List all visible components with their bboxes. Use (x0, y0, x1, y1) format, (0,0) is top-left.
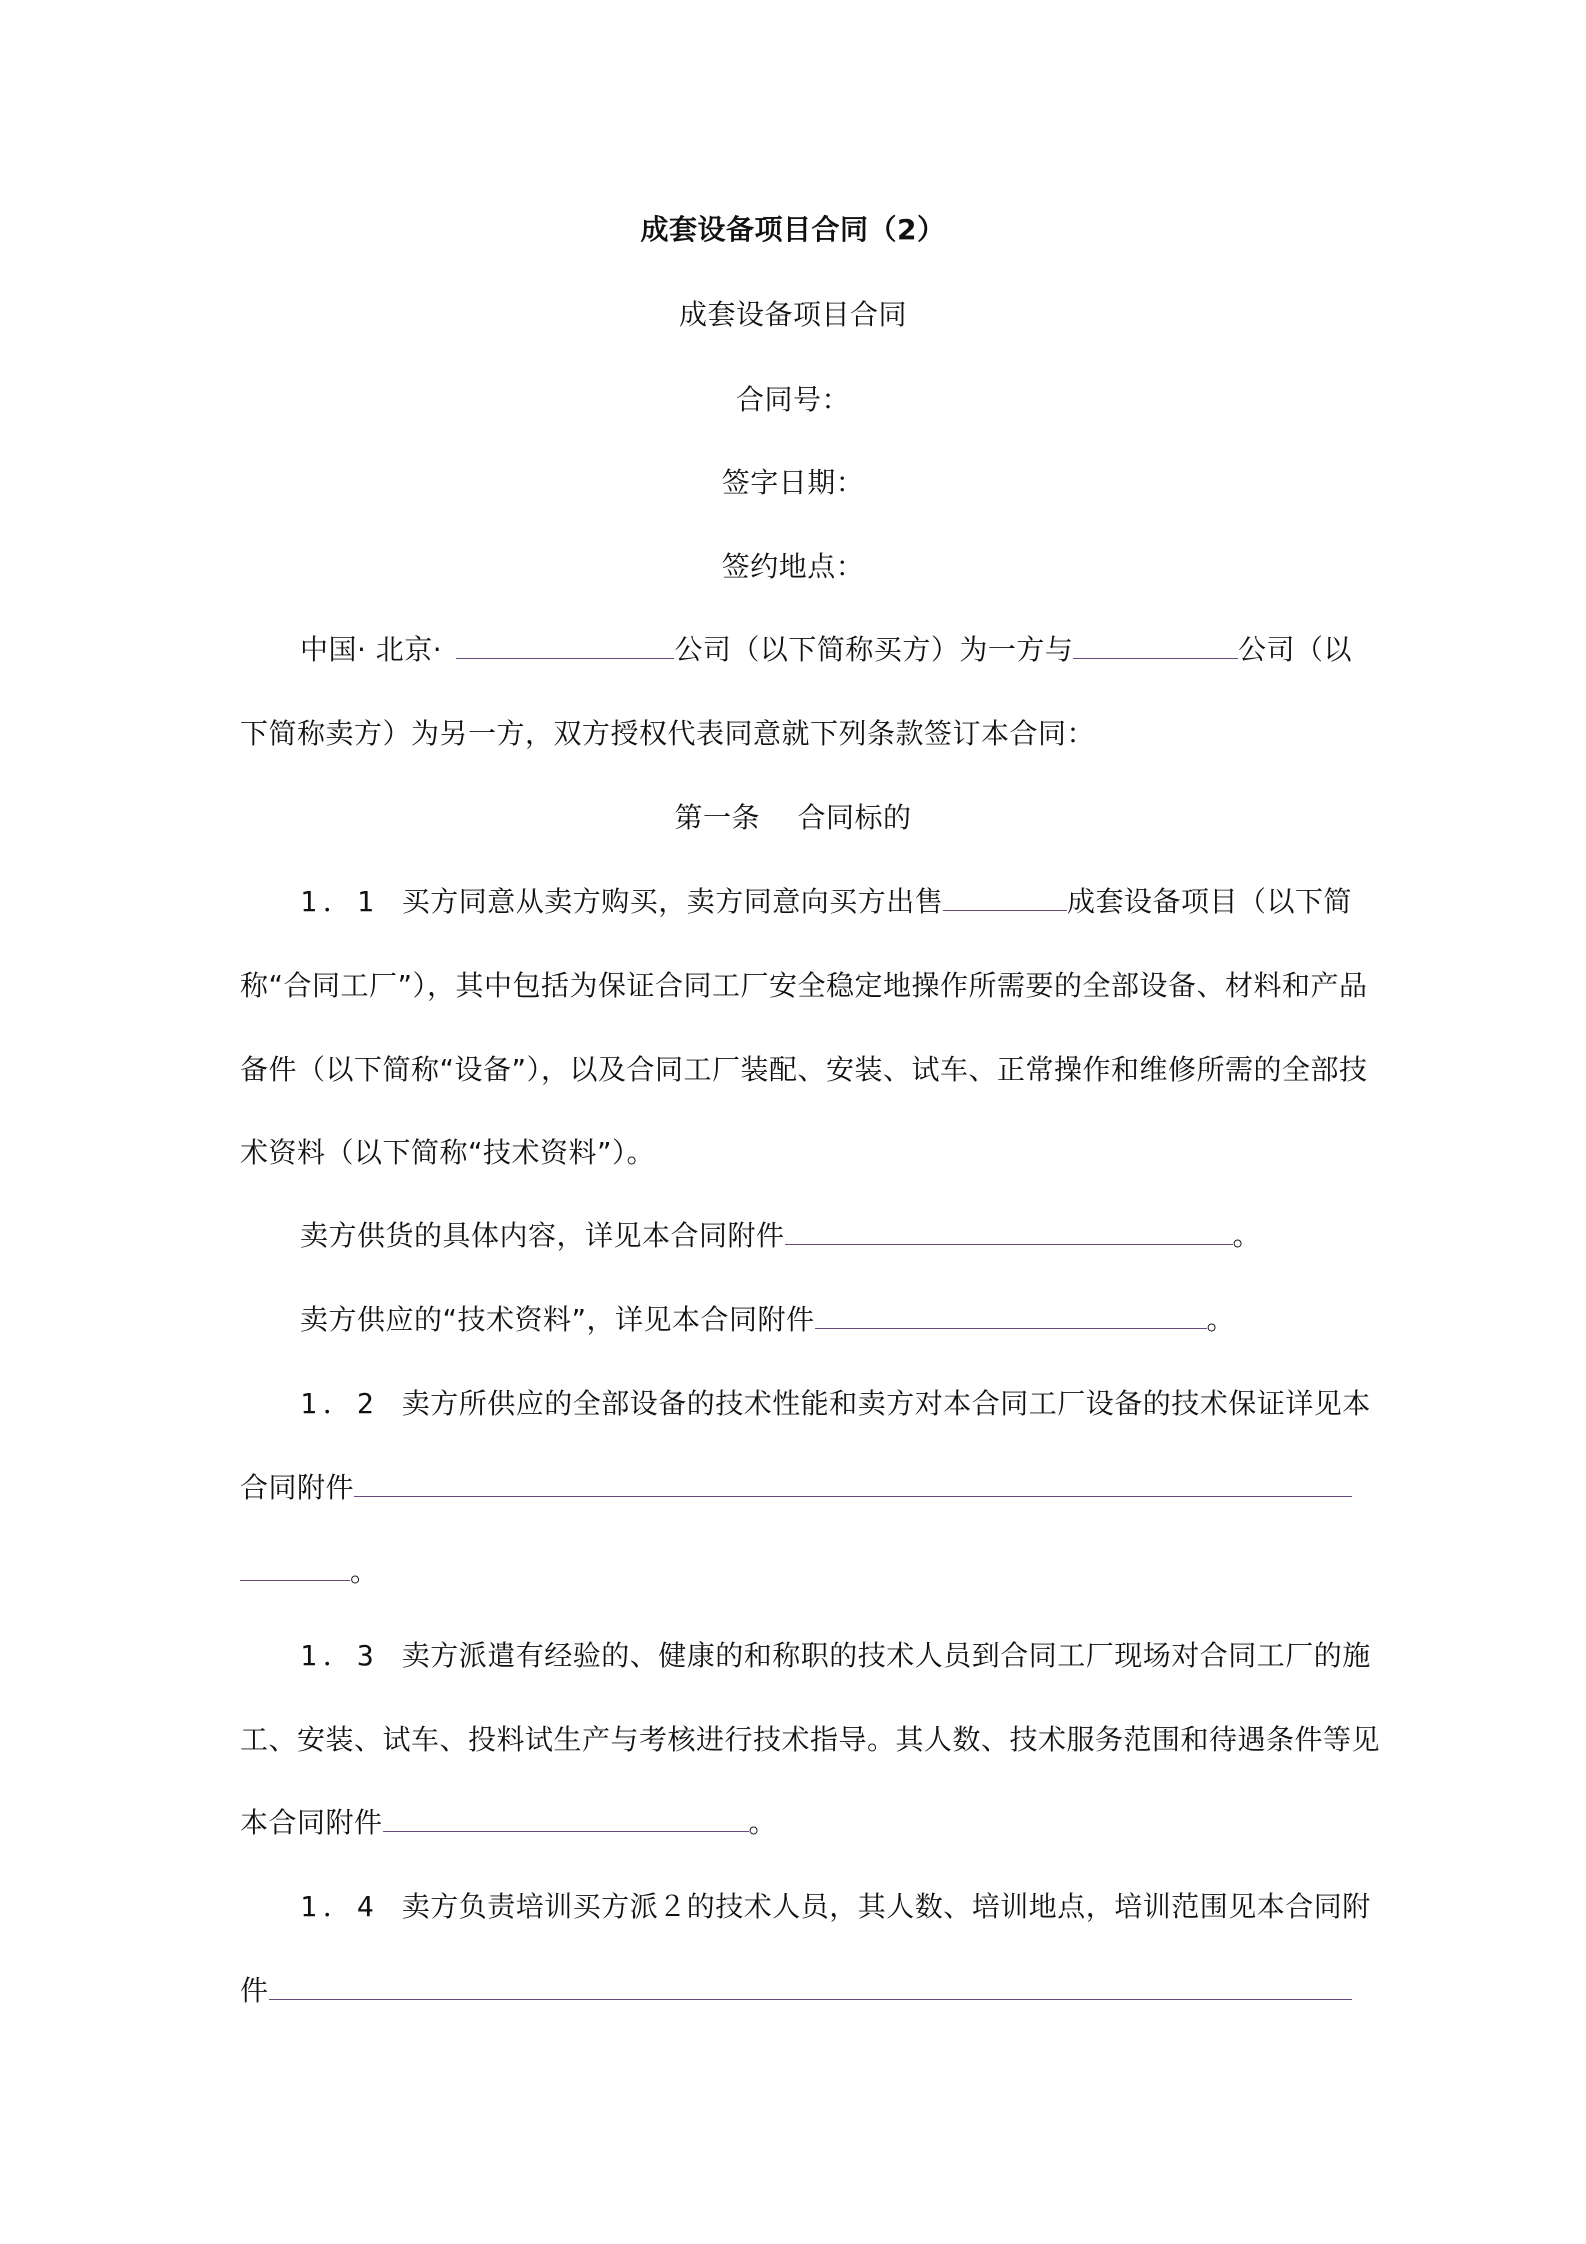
clause-1-4-line-2 (240, 1971, 1352, 2011)
clause-1-1-line-1 (300, 882, 1352, 922)
clause-1-3-number: 1．3 (300, 1639, 380, 1672)
buyer-name-blank (456, 630, 674, 659)
supply-tech-text: 卖方供应的“技术资料”，详见本合同附件 (300, 1303, 815, 1336)
clause-1-3-text-a: 卖方派遣有经验的、健康的和称职的技术人员到合同工厂现场对合同工厂的施 (401, 1639, 1371, 1672)
clause-1-2-line-1 (300, 1384, 1371, 1424)
clause-1-4-text-a: 卖方负责培训买方派２的技术人员，其人数、培训地点，培训范围见本合同附 (401, 1890, 1371, 1923)
clause-1-2-blank-a (354, 1468, 1352, 1497)
clause-1-2-blank-b (240, 1552, 350, 1581)
intro-buyer-text: 公司（以下简称买方）为一方与 (674, 633, 1074, 666)
clause-1-3-period: 。 (748, 1806, 778, 1839)
intro-location: 中国· 北京· (300, 633, 443, 666)
document-title: 成套设备项目合同（2） (640, 213, 946, 246)
clause-1-3-line-1 (300, 1636, 1371, 1676)
supply-tech-period: 。 (1206, 1303, 1236, 1336)
clause-1-1-text-b: 成套设备项目（以下简 (1066, 885, 1352, 918)
clause-1-4-line-1 (300, 1887, 1371, 1927)
clause-1-3-line-2: 工、安装、试车、投料试生产与考核进行技术指导。其人数、技术服务范围和待遇条件等见 (240, 1723, 1381, 1756)
contract-number-label: 合同号： (735, 383, 850, 416)
clause-1-1-text-a: 买方同意从卖方购买，卖方同意向买方出售 (401, 885, 944, 918)
project-name-blank (943, 882, 1067, 911)
supply-content-line (300, 1216, 1261, 1256)
article-1-title: 第一条 合同标的 (674, 801, 912, 834)
intro-line-1 (300, 630, 1352, 670)
sign-date-label: 签字日期： (721, 466, 865, 499)
clause-1-1-line-4: 术资料（以下简称“技术资料”）。 (240, 1136, 656, 1169)
clause-1-4-number: 1．4 (300, 1890, 380, 1923)
clause-1-1-line-2: 称“合同工厂”），其中包括为保证合同工厂安全稳定地操作所需要的全部设备、材料和产品 (240, 969, 1368, 1002)
clause-1-1-line-3: 备件（以下简称“设备”），以及合同工厂装配、安装、试车、正常操作和维修所需的全部技 (240, 1053, 1368, 1086)
supply-tech-blank (815, 1300, 1207, 1329)
clause-1-4-blank (269, 1971, 1352, 2000)
clause-1-2-text-b: 合同附件 (240, 1471, 355, 1504)
clause-1-3-blank (383, 1803, 749, 1832)
intro-line-2: 下简称卖方）为另一方，双方授权代表同意就下列条款签订本合同： (240, 717, 1096, 750)
clause-1-2-line-3 (240, 1552, 379, 1592)
clause-1-2-number: 1．2 (300, 1387, 380, 1420)
clause-1-3-line-3 (240, 1803, 777, 1843)
intro-seller-text: 公司（以 (1237, 633, 1352, 666)
supply-content-period: 。 (1232, 1219, 1262, 1252)
clause-1-3-text-b: 本合同附件 (240, 1806, 383, 1839)
sign-place-label: 签约地点： (721, 550, 865, 583)
document-subtitle: 成套设备项目合同 (678, 298, 907, 331)
clause-1-4-text-b: 件 (240, 1974, 269, 2007)
supply-tech-line (300, 1300, 1235, 1340)
supply-content-blank (785, 1216, 1233, 1245)
clause-1-1-number: 1．1 (300, 885, 380, 918)
clause-1-2-text-a: 卖方所供应的全部设备的技术性能和卖方对本合同工厂设备的技术保证详见本 (401, 1387, 1371, 1420)
supply-content-text: 卖方供货的具体内容，详见本合同附件 (300, 1219, 785, 1252)
seller-name-blank (1073, 630, 1238, 659)
clause-1-2-line-2 (240, 1468, 1352, 1508)
clause-1-2-period: 。 (350, 1555, 379, 1588)
